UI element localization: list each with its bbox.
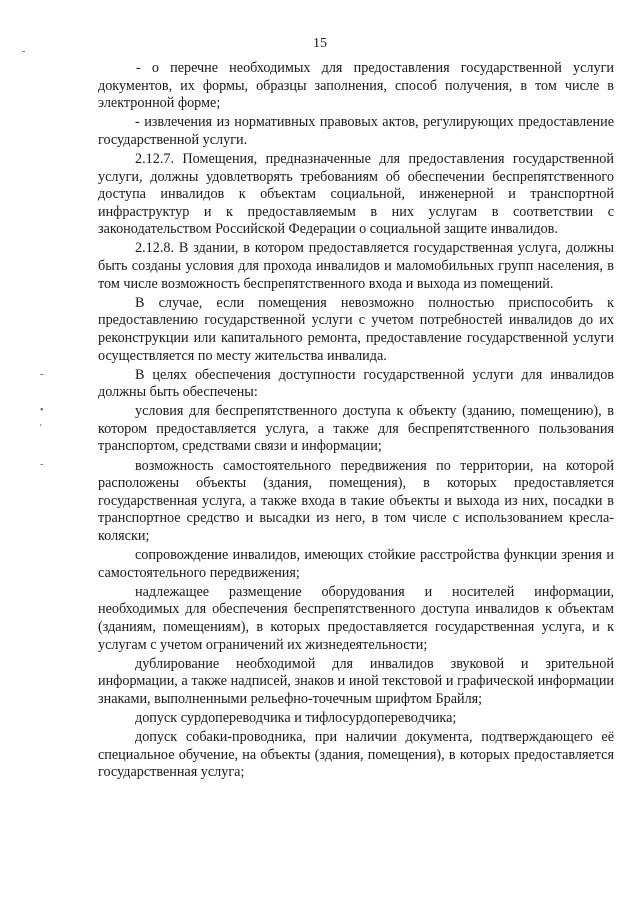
paragraph: допуск собаки-проводника, при наличии документа, подтверждающего её специальное обучение, на объекты (здания, помещения), в которых предоставляется государственная услуга; — [98, 728, 614, 781]
paragraph: надлежащее размещение оборудования и носителей информации, необходимых для обеспечения беспрепятственного доступа инвалидов к объектам (зданиям, помещениям), в которых предоставляется государственная услуга, и к услугам с учетом ограничений их жизнедеятельности; — [98, 583, 614, 653]
paragraph: В целях обеспечения доступности государственной услуги для инвалидов должны быть обеспечены: — [98, 366, 614, 401]
scan-speck: - — [40, 369, 44, 380]
paragraph: 2.12.8. В здании, в котором предоставляется государственная услуга, должны быть созданы условия для прохода инвалидов и маломобильных групп населения, в том числе возможность беспрепятственного входа и выхода из помещений. — [98, 240, 614, 292]
scan-speck: • — [40, 405, 44, 416]
paragraph: - о перечне необходимых для предоставления государственной услуги документов, их формы, образцы заполнения, способ получения, в том числе в электронной форме; — [98, 60, 614, 112]
paragraph: допуск сурдопереводчика и тифлосурдопереводчика; — [135, 709, 457, 726]
paragraph: 2.12.7. Помещения, предназначенные для предоставления государственной услуги, должны удовлетворять требованиям об обеспечении беспрепятственного доступа инвалидов к объектам социальной, инженерной и транспортной инфраструктур и к предоставляемым в них услугам в соответствии с законодательством Российской Федерации о социальной защите инвалидов. — [98, 150, 614, 238]
scan-speck: - — [22, 46, 26, 57]
paragraph: условия для беспрепятственного доступа к объекту (зданию, помещению), в котором предоставляется услуга, а также для беспрепятственного пользования транспортом, средствами связи и информации; — [98, 403, 614, 455]
page-number: 15 — [313, 36, 327, 51]
paragraph: В случае, если помещения невозможно полностью приспособить к предоставлению государственной услуги с учетом потребностей инвалидов до их реконструкции или капитального ремонта, предоставление государственной услуги осуществляется по месту жительства инвалида. — [98, 294, 614, 364]
paragraph: дублирование необходимой для инвалидов звуковой и зрительной информации, а также надписей, знаков и иной текстовой и графической информации знаками, выполненными рельефно-точечным шрифтом Брайля; — [98, 655, 614, 707]
paragraph: сопровождение инвалидов, имеющих стойкие расстройства функции зрения и самостоятельного передвижения; — [98, 547, 614, 581]
document-body — [98, 60, 614, 783]
scan-speck: - — [40, 459, 44, 470]
scan-speck: ' — [40, 423, 42, 434]
paragraph: возможность самостоятельного передвижения по территории, на которой расположены объекты (здания, помещения), в которых предоставляется государственная услуга, а также входа в такие объекты и выхода из них, посадки в транспортное средство и высадки из него, в том числе с использованием кресла-коляски; — [98, 457, 614, 544]
paragraph: - извлечения из нормативных правовых актов, регулирующих предоставление государственной услуги. — [98, 114, 614, 148]
